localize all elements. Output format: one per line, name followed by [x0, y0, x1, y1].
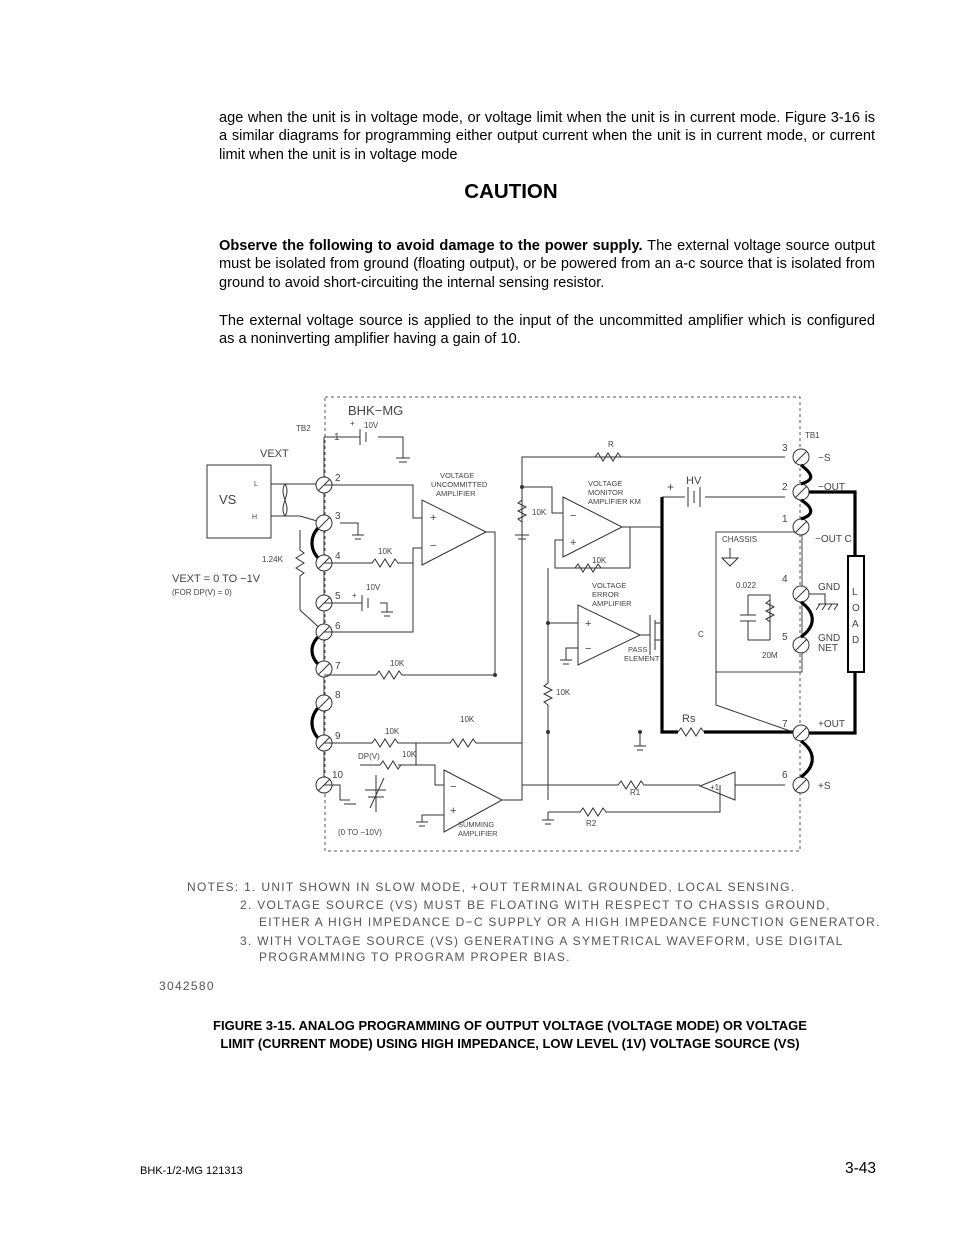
- tb1-label: TB1: [805, 431, 820, 440]
- svg-text:10K: 10K: [390, 659, 405, 668]
- intro-paragraph: age when the unit is in voltage mode, or voltage limit when the unit is in current mode. Figure 3-16 is a similar diagrams for programming either output current when the unit is in current mode, or current limit when the unit is in voltage mode: [219, 110, 875, 163]
- svg-text:MONITOR: MONITOR: [588, 488, 624, 497]
- svg-text:2: 2: [782, 482, 788, 493]
- vext-note-label: (FOR DP(V) = 0): [172, 588, 232, 597]
- svg-text:O: O: [852, 603, 860, 614]
- svg-text:C: C: [698, 630, 704, 639]
- svg-text:−: −: [585, 643, 592, 655]
- svg-text:10K: 10K: [556, 688, 571, 697]
- svg-text:D: D: [852, 635, 860, 646]
- v10-top-label: 10V: [364, 421, 379, 430]
- uncommitted-amplifier: [422, 500, 486, 565]
- svg-text:6: 6: [335, 621, 341, 632]
- svg-text:3. WITH VOLTAGE SOURCE (VS) G: 3. WITH VOLTAGE SOURCE (VS) GENERATING A SYMETRICAL WAVEFORM, USE DIGITAL: [240, 934, 844, 948]
- svg-text:10K: 10K: [460, 715, 475, 724]
- svg-text:10K: 10K: [378, 547, 393, 556]
- svg-text:1: 1: [782, 514, 788, 525]
- tb2-label: TB2: [296, 424, 311, 433]
- svg-text:R: R: [608, 440, 614, 449]
- svg-text:7: 7: [335, 661, 341, 672]
- vs-source-box: [207, 465, 271, 538]
- svg-text:9: 9: [335, 731, 341, 742]
- r124k-label: 1.24K: [262, 555, 283, 564]
- amplifier-paragraph: The external voltage source is applied to the input of the uncommitted amplifier which is configured as a noninverting amplifier having a gain of 10.: [219, 313, 875, 348]
- svg-text:AMPLIFIER: AMPLIFIER: [592, 599, 632, 608]
- svg-text:AMPLIFIER: AMPLIFIER: [436, 489, 476, 498]
- svg-text:+1: +1: [710, 783, 720, 792]
- svg-text:0.022: 0.022: [736, 581, 757, 590]
- svg-text:VOLTAGE: VOLTAGE: [592, 581, 627, 590]
- svg-text:10K: 10K: [385, 727, 400, 736]
- caption-line-1: FIGURE 3-15. ANALOG PROGRAMMING OF OUTPUT VOLTAGE (VOLTAGE MODE) OR VOLTAGE: [213, 1018, 807, 1033]
- svg-text:−S: −S: [818, 453, 831, 464]
- svg-text:L: L: [852, 587, 858, 598]
- svg-text:HV: HV: [686, 475, 702, 487]
- left-terminal-block: [316, 432, 344, 793]
- svg-text:10K: 10K: [532, 508, 547, 517]
- svg-text:4: 4: [782, 574, 788, 585]
- svg-text:VOLTAGE: VOLTAGE: [440, 471, 475, 480]
- footer-doc-id: BHK-1/2-MG 121313: [140, 1165, 243, 1177]
- svg-text:GND: GND: [818, 582, 841, 593]
- bhk-mg-boundary: [325, 397, 800, 851]
- svg-text:PASS: PASS: [628, 645, 648, 654]
- svg-text:5: 5: [335, 591, 341, 602]
- svg-text:1: 1: [334, 432, 340, 443]
- svg-text:AMPLIFIER: AMPLIFIER: [458, 829, 498, 838]
- footer-page-number: 3-43: [844, 1160, 876, 1177]
- svg-text:R2: R2: [586, 819, 597, 828]
- svg-text:GND: GND: [818, 633, 841, 644]
- svg-text:10K: 10K: [402, 750, 417, 759]
- svg-text:ERROR: ERROR: [592, 590, 620, 599]
- svg-text:SUMMING: SUMMING: [458, 820, 495, 829]
- svg-text:−: −: [450, 781, 457, 793]
- svg-text:10K: 10K: [592, 556, 607, 565]
- svg-text:+: +: [667, 480, 675, 494]
- svg-text:+: +: [352, 591, 357, 600]
- svg-text:5: 5: [782, 632, 788, 643]
- svg-text:VOLTAGE: VOLTAGE: [588, 479, 623, 488]
- diagram-notes: [159, 880, 881, 993]
- svg-text:−OUT: −OUT: [818, 482, 845, 493]
- svg-text:6: 6: [782, 770, 788, 781]
- caution-bold-lead: Observe the following to avoid damage to the power supply.: [219, 238, 643, 254]
- svg-text:−: −: [430, 540, 437, 552]
- svg-text:+OUT: +OUT: [818, 719, 845, 730]
- svg-text:7: 7: [782, 719, 788, 730]
- svg-text:−OUT C: −OUT C: [815, 534, 852, 545]
- svg-text:Rs: Rs: [682, 713, 696, 725]
- svg-text:CHASSIS: CHASSIS: [722, 535, 758, 544]
- svg-text:+: +: [585, 618, 592, 630]
- svg-text:A: A: [852, 619, 859, 630]
- svg-text:NOTES: 1. UNIT SHOWN IN SLOW: NOTES: 1. UNIT SHOWN IN SLOW MODE, +OUT TERMINAL GROUNDED, LOCAL SENSING.: [187, 880, 796, 894]
- svg-text:ELEMENT: ELEMENT: [624, 654, 660, 663]
- svg-text:AMPLIFIER KM: AMPLIFIER KM: [588, 497, 641, 506]
- svg-text:+: +: [570, 537, 577, 549]
- svg-text:UNCOMMITTED: UNCOMMITTED: [431, 480, 488, 489]
- svg-text:+: +: [430, 512, 437, 524]
- vext-label: VEXT: [260, 448, 289, 460]
- figure-caption: [140, 1017, 880, 1053]
- svg-text:3: 3: [335, 511, 341, 522]
- load-box: [848, 556, 864, 672]
- svg-text:2. VOLTAGE SOURCE (VS) MUST B: 2. VOLTAGE SOURCE (VS) MUST BE FLOATING WITH RESPECT TO CHASSIS GROUND,: [240, 898, 831, 912]
- svg-text:−: −: [570, 510, 577, 522]
- svg-text:R1: R1: [630, 788, 641, 797]
- vext-range-label: VEXT = 0 TO −1V: [172, 573, 261, 585]
- svg-text:EITHER A HIGH IMPEDANCE D−C SU: EITHER A HIGH IMPEDANCE D−C SUPPLY OR A HIGH IMPEDANCE FUNCTION GENERATOR.: [259, 915, 881, 929]
- vs-label: VS: [219, 492, 237, 507]
- drawing-number: 3042580: [159, 979, 215, 993]
- svg-text:+: +: [350, 419, 355, 428]
- vs-h-label: H: [252, 514, 258, 521]
- chassis-box: [716, 532, 802, 672]
- vs-l-label: L: [254, 481, 258, 488]
- svg-text:2: 2: [335, 473, 341, 484]
- svg-text:4: 4: [335, 551, 341, 562]
- caption-line-2: LIMIT (CURRENT MODE) USING HIGH IMPEDANCE, LOW LEVEL (1V) VOLTAGE SOURCE (VS): [220, 1036, 800, 1051]
- svg-text:+: +: [450, 805, 457, 817]
- svg-text:3: 3: [782, 443, 788, 454]
- svg-text:PROGRAMMING TO PROGRAM PROPER: PROGRAMMING TO PROGRAM PROPER BIAS.: [259, 950, 571, 964]
- svg-text:NET: NET: [818, 643, 838, 654]
- caution-paragraph-rest: The external voltage source output must be isolated from ground (floating output), or be powered from an a-c source that is isolated from ground to avoid short-circuiting the internal sensing resistor.: [219, 238, 876, 291]
- bhk-mg-label: BHK−MG: [348, 403, 404, 418]
- svg-text:10V: 10V: [366, 583, 381, 592]
- svg-text:20M: 20M: [762, 651, 778, 660]
- right-terminal-block: [782, 443, 852, 793]
- svg-text:8: 8: [335, 690, 341, 701]
- dp-range-label: (0 TO −10V): [338, 828, 382, 837]
- dpv-label: DP(V): [358, 752, 380, 761]
- svg-text:+S: +S: [818, 781, 831, 792]
- caution-heading: CAUTION: [464, 180, 558, 203]
- svg-text:10: 10: [332, 770, 344, 781]
